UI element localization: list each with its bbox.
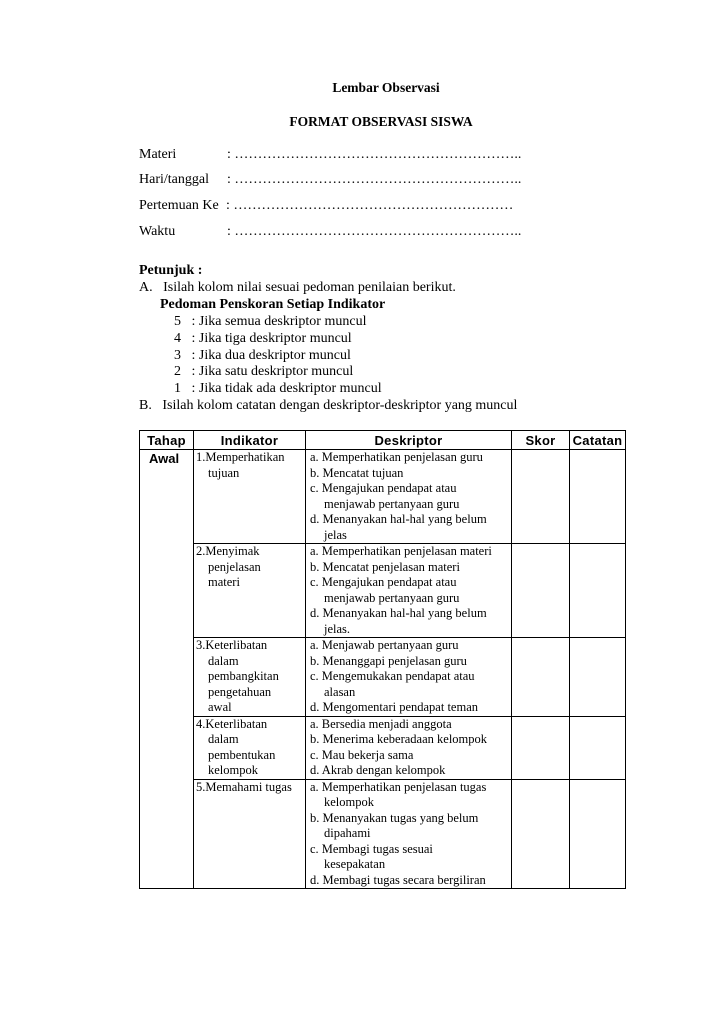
deskriptor-text: a. Memperhatikan penjelasan tugas [310,779,487,794]
deskriptor-text: c. Mau bekerja sama [310,747,414,762]
score-item: 5 : Jika semua deskriptor muncul [174,314,367,329]
catatan-cell[interactable] [570,450,626,544]
deskriptor-text: c. Mengajukan pendapat atau [310,481,457,495]
header-skor: Skor [512,431,570,450]
deskriptor-text: a. Menjawab pertanyaan guru [310,638,459,652]
tahap-cell [140,779,194,889]
indikator-text: 2.Menyimak [196,544,260,558]
skor-cell[interactable] [512,544,570,638]
deskriptor-text: a. Bersedia menjadi anggota [310,716,452,731]
document-subtitle: FORMAT OBSERVASI SISWA [289,114,473,129]
deskriptor-text: alasan [324,684,356,699]
deskriptor-text: a. Memperhatikan penjelasan materi [310,544,492,558]
instruction-a: A. Isilah kolom nilai sesuai pedoman penilaian berikut. [139,280,456,295]
table-header-row [140,431,626,450]
indikator-text: dalam [208,653,239,668]
skor-cell[interactable] [512,450,570,544]
deskriptor-text: b. Mencatat penjelasan materi [310,559,460,574]
score-item: 2 : Jika satu deskriptor muncul [174,364,354,379]
field-label-waktu: Waktu [139,224,176,239]
catatan-cell[interactable] [570,779,626,889]
document-title: Lembar Observasi [332,80,440,95]
deskriptor-text: kesepakatan [324,857,386,871]
indikator-text: materi [208,575,240,589]
deskriptor-text: menjawab pertanyaan guru [324,590,460,605]
deskriptor-text: b. Menerima keberadaan kelompok [310,732,488,746]
skor-cell[interactable] [512,779,570,889]
indikator-text: tujuan [208,465,240,480]
deskriptor-text: dipahami [324,826,371,840]
deskriptor-cell [306,716,512,779]
indikator-text: awal [208,700,232,714]
catatan-cell[interactable] [570,638,626,717]
indikator-text: pembentukan [208,747,276,762]
header-deskriptor: Deskriptor [306,431,512,450]
field-label-hari-tanggal: Hari/tanggal [139,172,209,187]
tahap-cell [140,716,194,779]
deskriptor-text: d. Akrab dengan kelompok [310,763,446,777]
field-label-materi: Materi [139,147,177,162]
deskriptor-text: jelas. [324,621,351,636]
indikator-cell [194,544,306,638]
table-row [140,450,626,544]
field-value-waktu: : …………………………………………………….. [227,224,522,239]
field-label-pertemuan: Pertemuan Ke [139,198,219,213]
header-tahap: Tahap [140,431,194,450]
header-indikator: Indikator [194,431,306,450]
deskriptor-text: jelas [324,527,347,542]
indikator-text: pengetahuan [208,684,272,699]
deskriptor-text: kelompok [324,795,374,809]
indikator-text: pembangkitan [208,669,279,683]
deskriptor-cell [306,544,512,638]
table-row [140,544,626,638]
deskriptor-text: b. Mencatat tujuan [310,465,404,480]
deskriptor-text: a. Memperhatikan penjelasan guru [310,450,483,464]
deskriptor-text: d. Menanyakan hal-hal yang belum [310,606,487,620]
skor-cell[interactable] [512,638,570,717]
deskriptor-text: b. Menanyakan tugas yang belum [310,810,479,825]
table-row [140,779,626,889]
indikator-text: 5.Memahami tugas [196,779,292,794]
deskriptor-text: b. Menanggapi penjelasan guru [310,653,467,668]
table-row [140,716,626,779]
header-catatan: Catatan [570,431,626,450]
instruction-b: B. Isilah kolom catatan dengan deskriptor-deskriptor yang muncul [139,398,518,413]
deskriptor-text: c. Membagi tugas sesuai [310,841,433,856]
instructions-heading: Petunjuk : [139,263,203,278]
observation-table [139,430,626,889]
tahap-label: Awal [149,451,180,466]
catatan-cell[interactable] [570,544,626,638]
indikator-text: 4.Keterlibatan [196,716,268,731]
tahap-cell [140,450,194,544]
deskriptor-text: c. Mengajukan pendapat atau [310,575,457,589]
deskriptor-cell [306,450,512,544]
table-row [140,638,626,717]
catatan-cell[interactable] [570,716,626,779]
indikator-cell [194,638,306,717]
score-item: 1 : Jika tidak ada deskriptor muncul [174,381,382,396]
score-item: 3 : Jika dua deskriptor muncul [174,348,351,363]
indikator-text: penjelasan [208,559,261,574]
tahap-cell [140,638,194,717]
indikator-cell [194,716,306,779]
indikator-text: 1.Memperhatikan [196,450,285,464]
deskriptor-text: d. Menanyakan hal-hal yang belum [310,512,487,526]
indikator-text: kelompok [208,763,258,777]
deskriptor-text: menjawab pertanyaan guru [324,496,460,511]
score-item: 4 : Jika tiga deskriptor muncul [174,331,352,346]
deskriptor-cell [306,638,512,717]
skor-cell[interactable] [512,716,570,779]
scoring-guide-title: Pedoman Penskoran Setiap Indikator [160,297,386,312]
deskriptor-text: d. Membagi tugas secara bergiliran [310,872,486,887]
indikator-text: 3.Keterlibatan [196,638,268,652]
deskriptor-text: d. Mengomentari pendapat teman [310,700,478,714]
field-value-materi: : …………………………………………………….. [227,147,522,162]
indikator-text: dalam [208,732,239,746]
field-value-hari-tanggal: : …………………………………………………….. [227,172,522,187]
deskriptor-text: c. Mengemukakan pendapat atau [310,669,475,683]
field-value-pertemuan: : …………………………………………………… [226,198,514,213]
tahap-cell [140,544,194,638]
deskriptor-cell [306,779,512,889]
indikator-cell [194,779,306,889]
indikator-cell [194,450,306,544]
